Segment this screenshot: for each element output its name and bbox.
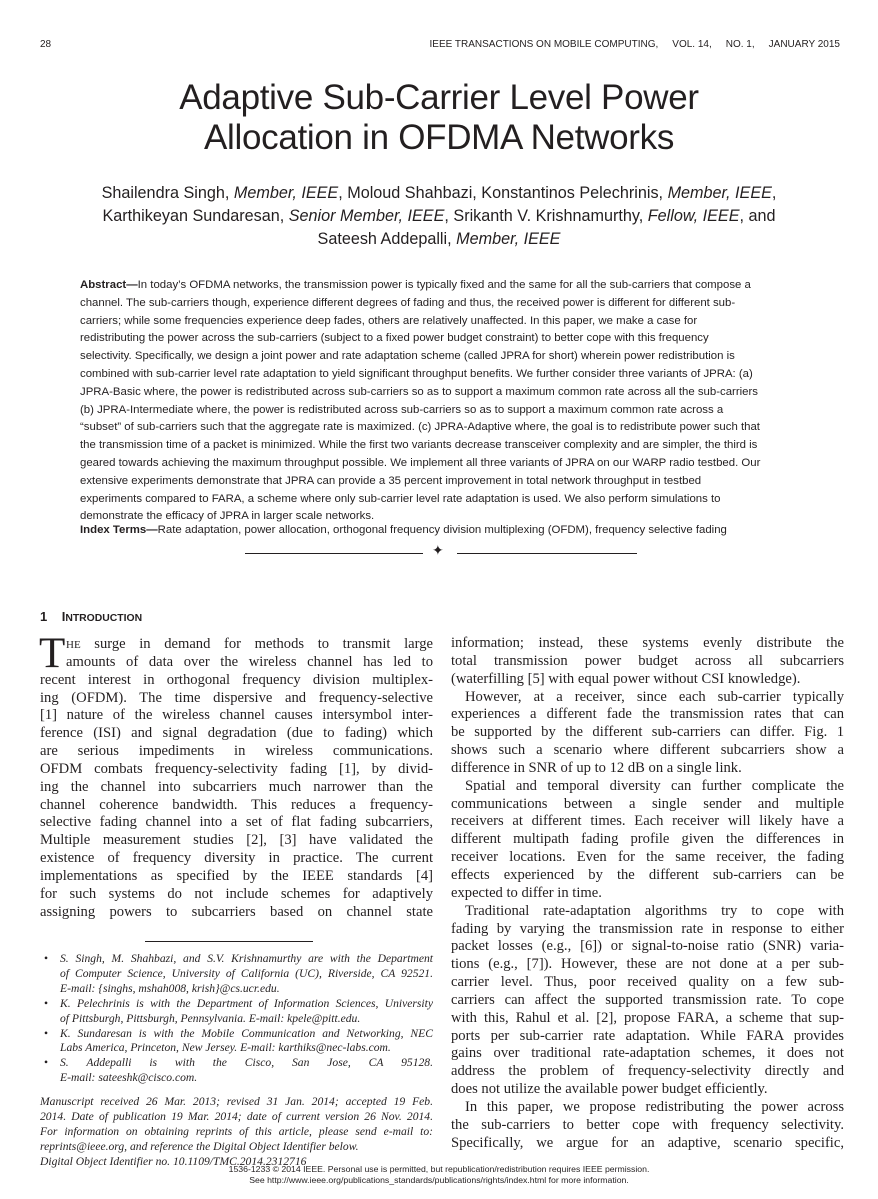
line-text: total transmission power budget across all subcarriers [451,652,844,669]
author-membership: Member, IEEE [233,184,339,202]
body-text-line [451,1010,844,1028]
body-text-line [451,1063,844,1081]
line-text: In this paper, we propose redistributing the power across [465,1098,844,1115]
running-header [430,39,840,50]
body-text-line [451,671,844,689]
body-text-line [451,885,844,903]
section-number: 1 [40,609,48,624]
drop-cap: T [39,630,66,677]
manuscript-line: reprints@ieee.org, and reference the Digital Object Identifier below. [40,1139,359,1153]
author-name: Karthikeyan Sundaresan, [102,207,289,225]
abstract-line [80,330,810,348]
line-text: effects experienced by the different sub-carriers can be [451,866,844,883]
line-text: implementations as specified by the IEEE standards [4] [40,867,433,884]
line-text: [1] nature of the wireless channel causes intersymbol inter- [40,707,433,724]
body-text-line [451,1045,844,1063]
line-text: ing (OFDM). The time dispersive and frequency-selective [40,689,433,706]
line-text: Traditional rate-adaptation algorithms try to cope with [465,902,844,919]
footnote-line: S. Singh, M. Shahbazi, and S.V. Krishnamurthy are with the Department [60,952,433,965]
line-text: be supported by the different sub-carriers can differ. Fig. 1 [451,724,844,741]
manuscript-line: Digital Object Identifier no. 10.1109/TMC.2014.2312716 [40,1154,307,1168]
abstract-line [80,366,810,384]
line-text: are serious impediments in wireless communications. [40,743,433,760]
body-text-line [451,689,844,707]
body-text-line [40,654,433,672]
body-text-line [451,938,844,956]
line-text: selective fading channel into a set of flat fading subcarriers, [40,814,433,831]
line-text: ing the channel into subcarriers much narrower than the [40,778,433,795]
left-column [39,630,433,922]
line-text: difference in SNR of up to 12 dB on a single link. [451,759,742,776]
body-text-line [40,850,433,868]
author-line [0,182,878,205]
author-name: Sateesh Addepalli, [317,230,457,248]
footnotes [40,952,433,1170]
body-text-line [451,903,844,921]
abstract-text: combined with sub-carrier level rate adaptation to yield significant throughput benefits. We further consider three variants of JPRA: (a) [80,367,753,380]
abstract-text: extensive experiments demonstrate that JPRA can provide a 35 percent improvement in total network throughput in testbed [80,474,702,487]
line-text: recent interest in orthogonal frequency division multiplex- [40,671,433,688]
abstract-text: “subset” of sub-carriers such that the aggregate rate is maximized. (c) JPRA-Adaptive where, the goal is to redistribute power such that [80,421,760,434]
body-text-line [451,635,844,653]
body-text-line [40,832,433,850]
journal-name: IEEE TRANSACTIONS ON MOBILE COMPUTING, [429,39,659,50]
page-number: 28 [40,39,52,50]
abstract-text: demonstrate the efficacy of JPRA in larger scale networks. [80,510,375,523]
body-text-line [451,849,844,867]
body-text-line [451,921,844,939]
line-text: tions (e.g., [7]). However, these are not done at a per sub- [451,956,844,973]
abstract-label: Abstract— [80,279,138,291]
body-text-line [451,706,844,724]
body-text-line [40,743,433,761]
line-text: ference (ISI) and signal degradation (due to fading) which [40,725,433,742]
body-text-line [451,1081,844,1099]
author-membership: Fellow, IEEE [647,207,740,225]
line-text: Specifically, we argue for an adaptive, scenario specific, [451,1134,844,1151]
abstract-text: the transmission time of a packet is minimized. While the first two variants decrease transceiver complexity and are simpler, the third is [80,439,758,452]
author-name: , Srikanth V. Krishnamurthy, [444,207,648,225]
author-list [0,182,878,251]
abstract-line [80,295,810,313]
line-text: Spatial and temporal diversity can further complicate the [465,777,844,794]
abstract-text: redistributing the power across the sub-carriers (subject to a fixed power budget constraint) to better cope with this frequency [80,332,709,345]
section-title-rest: NTRODUCTION [65,613,143,624]
abstract-line [80,277,810,295]
manuscript-line: 2014. Date of publication 19 Mar. 2014; date of current version 26 Nov. 2014. [40,1110,433,1124]
line-text: OFDM combats frequency-selectivity fading [1], by divid- [40,760,433,777]
abstract-line [80,437,810,455]
abstract-line [80,419,810,437]
body-text-line [40,761,433,779]
footnote-rule [145,941,313,942]
abstract-line [80,384,810,402]
body-text-line [451,724,844,742]
section-title-initial: I [61,609,66,624]
bullet-icon: • [44,1056,49,1070]
line-text: amounts of data over the wireless channel has led to [66,653,433,670]
line-text: assigning powers to subcarriers based on channel state [40,903,433,920]
abstract-line [80,313,810,331]
index-terms [80,524,727,536]
footnote-line: of Computer Science, University of California (UC), Riverside, CA 92521. [60,966,433,980]
footnote-line: E-mail: {singhs, mshah008, krish}@cs.ucr.edu. [60,981,280,995]
bullet-icon: • [44,1026,49,1040]
body-text-line [40,886,433,904]
affiliation-footnote [40,997,433,1027]
line-text: information; instead, these systems evenly distribute the [451,635,844,651]
copyright-line: 1536-1233 © 2014 IEEE. Personal use is permitted, but republication/redistribution requires IEEE permission. [228,1164,650,1174]
abstract-line [80,473,810,491]
line-text: (waterfilling [5] with equal power without CSI knowledge). [451,670,801,687]
abstract-text: selectivity. Specifically, we design a joint power and rate adaptation scheme (called JPRA for short) wherein power redistribution is [80,350,735,363]
body-text-line [451,1135,844,1153]
author-line [0,205,878,228]
line-text: fading by varying the transmission rate in response to either [451,920,844,937]
rights-line: See http://www.ieee.org/publications_standards/publications/rights/index.html for more information. [249,1174,629,1185]
abstract-text: geared towards achieving the maximum throughput possible. We implement all three variants of JPRA on our WARP radio testbed. Our [80,456,761,469]
author-name: , and [739,207,776,225]
abstract-line [80,348,810,366]
affiliation-footnote [40,952,433,997]
manuscript-note [40,1095,433,1170]
footnote-line: K. Pelechrinis is with the Department of Information Sciences, University [60,996,433,1010]
abstract [80,277,810,526]
bullet-icon: • [44,996,49,1010]
body-text-line [40,725,433,743]
body-text-line [451,742,844,760]
author-membership: Senior Member, IEEE [288,207,445,225]
line-text: receivers at different times. Each receiver will likely have a [451,813,844,830]
body-text-line [451,1028,844,1046]
body-text-line [40,707,433,725]
abstract-text: (b) JPRA-Intermediate where, the power is redistributed across sub-carriers so as to support a maximum common rate across a [80,403,724,416]
line-text: channel coherence bandwidth. This reduces a frequency- [40,796,433,813]
body-text-line [451,1099,844,1117]
line-text: with this, Rahul et al. [2], propose FARA, a scheme that sup- [451,1009,844,1026]
diamond-ornament-icon: ✦ [432,544,444,559]
line-text: ports per sub-carrier rate adaptation. While FARA provides [451,1027,844,1044]
title-line: Allocation in OFDMA Networks [203,118,675,157]
line-text: However, at a receiver, since each sub-carrier typically [465,688,844,705]
abstract-text: channel. The sub-carriers though, experience different degrees of fading and thus, the received power is different for different sub- [80,296,736,309]
footnote-line: Labs America, Princeton, New Jersey. E-mail: karthiks@nec-labs.com. [60,1041,391,1055]
abstract-text: In today’s OFDMA networks, the transmission power is typically fixed and the same for all the sub-carriers that compose a [137,279,751,291]
author-membership: Member, IEEE [456,230,561,248]
author-line [0,228,878,251]
line-text: Multiple measurement studies [2], [3] have validated the [40,832,433,849]
line-text: expected to differ in time. [451,884,602,901]
right-column [451,635,844,1152]
body-text-line [451,1117,844,1135]
first-word-smallcaps: HE [66,639,81,651]
line-text: for such systems do not include schemes for adaptively [40,885,433,902]
line-text: surge in demand for methods to transmit large [80,636,433,652]
body-text-line [40,672,433,690]
body-text-line [451,778,844,796]
body-text-line [451,867,844,885]
divider-left [245,553,423,554]
line-text: carrier level. Thus, poor received quality on a few sub- [451,974,844,991]
author-name: Shailendra Singh, [101,184,234,202]
body-text-line [40,797,433,815]
body-text-line [40,904,433,922]
line-text: receiver locations. Even for the same receiver, the fading [451,849,844,866]
body-text-line [40,779,433,797]
body-text-line [451,796,844,814]
journal-date: JANUARY 2015 [768,39,840,50]
line-text: existence of frequency diversity in practice. The current [40,850,433,867]
affiliation-footnote [40,1056,433,1086]
abstract-text: experiments compared to FARA, a scheme where only sub-carrier level rate adaptation is used. We also perform simulations to [80,492,721,505]
divider-right [457,553,637,554]
abstract-text: carriers; while some frequencies experience deep fades, others are relatively unaffected. In this paper, we make a case for [80,314,698,327]
line-text: communications between a single sender and multiple [451,795,844,812]
author-membership: Member, IEEE [667,184,772,202]
body-text-line [40,814,433,832]
author-name: , Moloud Shahbazi, Konstantinos Pelechrinis, [338,184,668,202]
body-text-line [451,653,844,671]
footnote-line: K. Sundaresan is with the Mobile Communication and Networking, NEC [60,1026,433,1040]
body-text-line [451,974,844,992]
index-terms-label: Index Terms— [80,524,158,536]
line-text: packet losses (e.g., [6]) or signal-to-noise ratio (SNR) varia- [451,938,844,955]
body-text-line [451,831,844,849]
section-heading [40,609,142,624]
abstract-line [80,491,810,509]
line-text: different multipath fading profile given the differences in [451,831,844,848]
line-text: gains over traditional rate-adaptation schemes, it does not [451,1045,844,1062]
journal-volume: VOL. 14, [672,39,712,50]
body-text-line [451,813,844,831]
abstract-line [80,402,810,420]
affiliation-footnote [40,1027,433,1057]
line-text: does not utilize the available power budget efficiently. [451,1081,768,1098]
line-text: address the problem of frequency-selectivity directly and [451,1063,844,1080]
footnote-line: S. Addepalli is with the Cisco, San Jose, CA 95128. [60,1056,433,1070]
manuscript-line: For information on obtaining reprints of this article, please send e-mail to: [40,1124,433,1138]
abstract-text: JPRA-Basic where, the power is redistributed across sub-carriers so as to support a maximum common rate across all the sub-carriers [80,385,758,398]
body-text-line [40,690,433,708]
manuscript-line: Manuscript received 26 Mar. 2013; revised 31 Jan. 2014; accepted 19 Feb. [40,1095,433,1109]
copyright-footer [0,1164,878,1185]
author-name: , [771,184,777,202]
line-text: experiences a different fade the transmission rates that can [451,706,844,723]
bullet-icon: • [44,952,49,965]
index-terms-text: Rate adaptation, power allocation, orthogonal frequency division multiplexing (OFDM), frequency selective fading [157,524,727,536]
line-text: the sub-carriers to better cope with frequency selectivity. [451,1116,844,1133]
footnote-line: E-mail: sateeshk@cisco.com. [60,1071,198,1085]
title-line: Adaptive Sub-Carrier Level Power [179,78,699,117]
paper-title [0,78,878,158]
body-text-line [40,868,433,886]
body-text-line [451,760,844,778]
line-text: shows such a scenario where different subcarriers show a [451,742,844,759]
body-text-line [451,956,844,974]
abstract-line [80,455,810,473]
footnote-line: of Pittsburgh, Pittsburgh, Pennsylvania. E-mail: kpele@pitt.edu. [60,1011,361,1025]
body-text-line [451,992,844,1010]
journal-number: NO. 1, [725,39,755,50]
line-text: carriers can affect the supported transmission rate. To cope [451,991,844,1008]
